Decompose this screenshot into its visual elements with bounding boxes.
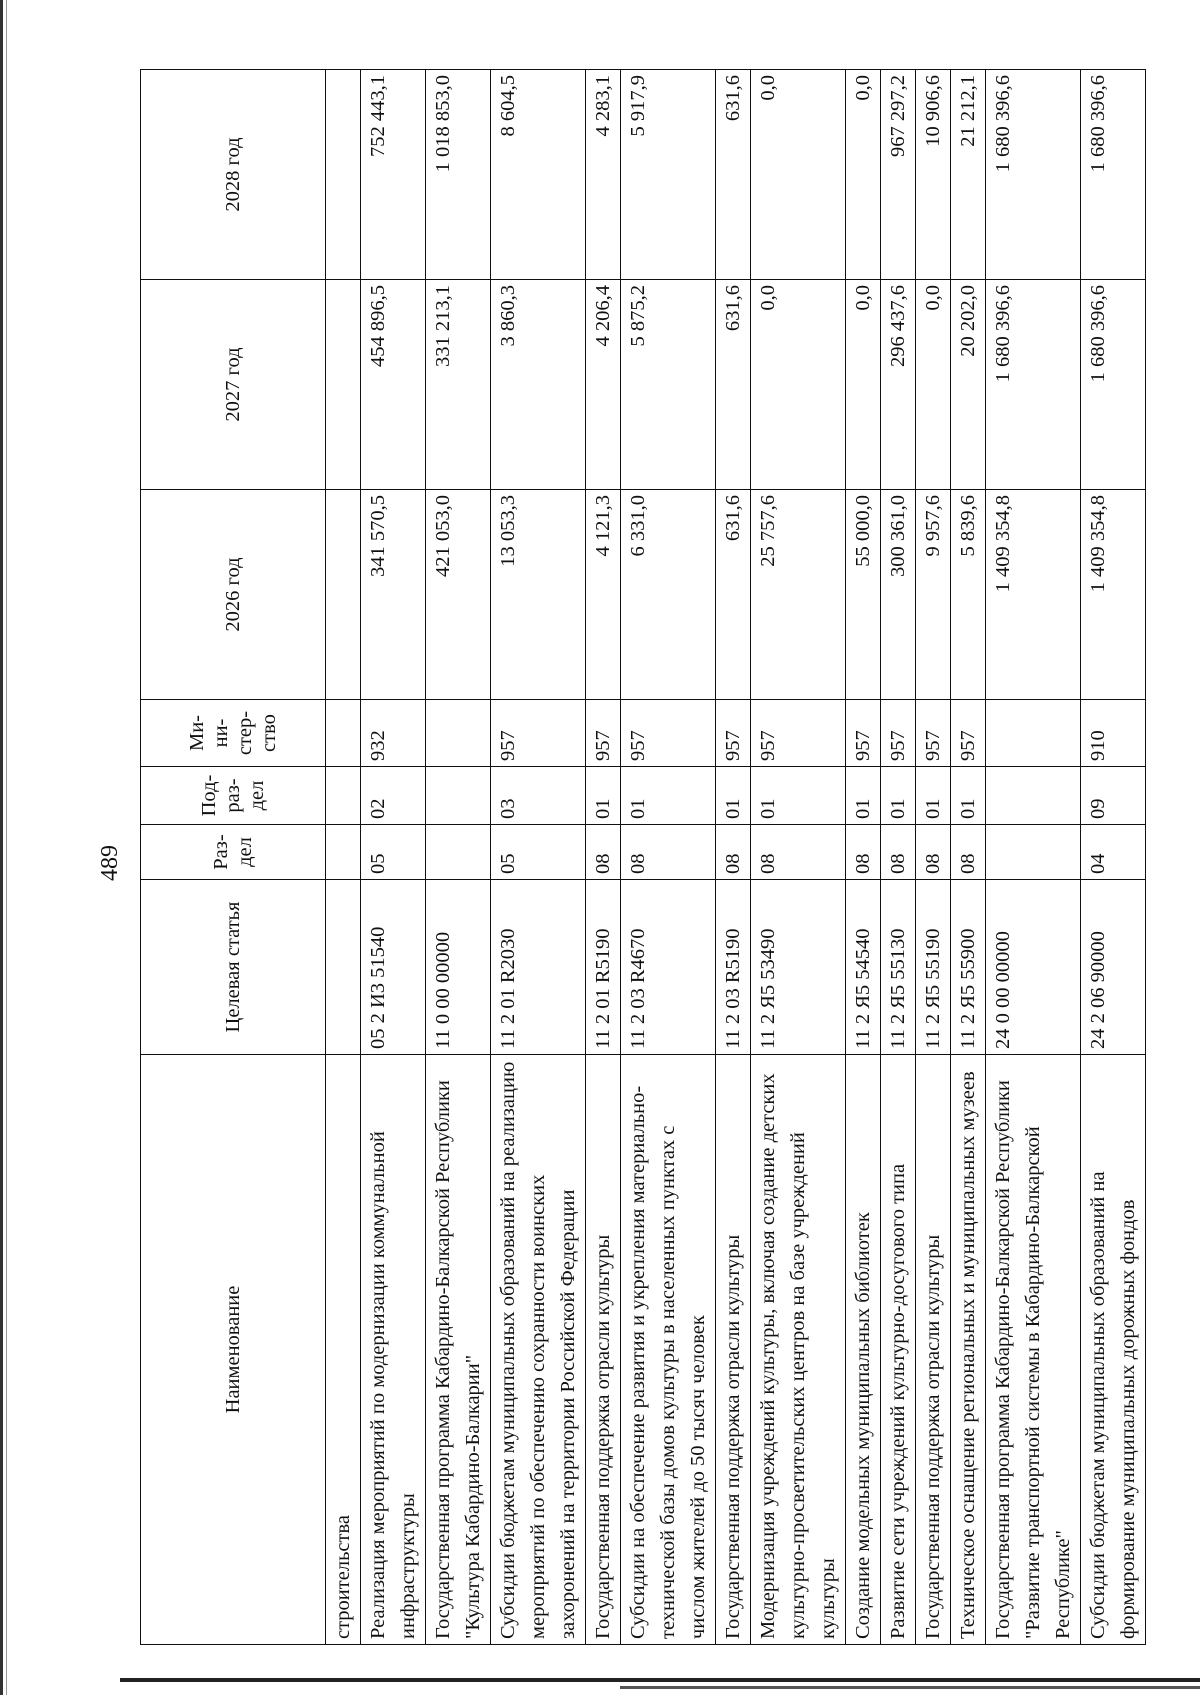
cell-name: Реализация мероприятий по модернизации коммунальной инфраструктуры (361, 1055, 426, 1645)
cell-2027: 0,0 (846, 280, 881, 490)
cell-ministry: 932 (361, 700, 426, 767)
cell-2028: 1 680 396,6 (986, 70, 1081, 280)
cell-2027: 1 680 396,6 (1081, 280, 1146, 490)
cell-razdel: 08 (916, 825, 951, 880)
cell-ministry: 957 (716, 700, 751, 767)
cell-2026: 4 121,3 (586, 490, 621, 700)
cell-ministry: 957 (586, 700, 621, 767)
cell-razdel: 08 (951, 825, 986, 880)
cell-2028: 8 604,5 (491, 70, 586, 280)
cell-2026: 13 053,3 (491, 490, 586, 700)
cell-target: 11 2 03 R4670 (621, 880, 716, 1055)
table-row (361, 70, 426, 1645)
header-name: Наименование (141, 1055, 326, 1645)
cell-2028: 5 917,9 (621, 70, 716, 280)
cell-2026: 1 409 354,8 (986, 490, 1081, 700)
cell-name: Государственная программа Кабардино-Балкарской Республики "Развитие транспортной системы в Кабардино-Балкарской Республике" (986, 1055, 1081, 1645)
cell-name: строительства (326, 1055, 361, 1645)
cell-2026: 341 570,5 (361, 490, 426, 700)
table-row (986, 70, 1081, 1645)
cell-podrazdel: 01 (916, 767, 951, 825)
table-row (586, 70, 621, 1645)
cell-podrazdel: 03 (491, 767, 586, 825)
table-row (1081, 70, 1146, 1645)
cell-2026: 5 839,6 (951, 490, 986, 700)
cell-razdel (326, 825, 361, 880)
cell-razdel: 08 (621, 825, 716, 880)
cell-ministry: 957 (751, 700, 846, 767)
cell-2028: 10 906,6 (916, 70, 951, 280)
cell-2028: 967 297,2 (881, 70, 916, 280)
cell-target: 11 2 01 R5190 (586, 880, 621, 1055)
table-row (621, 70, 716, 1645)
cell-ministry: 957 (621, 700, 716, 767)
cell-2027: 631,6 (716, 280, 751, 490)
table-body (326, 70, 1146, 1645)
cell-razdel: 04 (1081, 825, 1146, 880)
cell-target: 11 2 Я5 53490 (751, 880, 846, 1055)
cell-podrazdel: 09 (1081, 767, 1146, 825)
table-row (751, 70, 846, 1645)
cell-razdel: 08 (846, 825, 881, 880)
cell-target: 24 2 06 90000 (1081, 880, 1146, 1055)
cell-2026 (326, 490, 361, 700)
cell-name: Государственная поддержка отрасли культуры (916, 1055, 951, 1645)
cell-2028: 752 443,1 (361, 70, 426, 280)
cell-podrazdel: 01 (716, 767, 751, 825)
header-razdel: Раз- дел (141, 825, 326, 880)
cell-2026: 55 000,0 (846, 490, 881, 700)
cell-2026: 9 957,6 (916, 490, 951, 700)
cell-podrazdel (426, 767, 491, 825)
cell-2028 (326, 70, 361, 280)
cell-target (326, 880, 361, 1055)
cell-target: 11 2 Я5 55190 (916, 880, 951, 1055)
cell-2028: 4 283,1 (586, 70, 621, 280)
cell-ministry (986, 700, 1081, 767)
scan-bottom-edge-line (620, 1686, 1200, 1689)
cell-2028: 0,0 (846, 70, 881, 280)
cell-ministry: 957 (916, 700, 951, 767)
cell-2026: 1 409 354,8 (1081, 490, 1146, 700)
cell-razdel (426, 825, 491, 880)
cell-target: 11 2 03 R5190 (716, 880, 751, 1055)
cell-name: Государственная поддержка отрасли культуры (586, 1055, 621, 1645)
cell-target: 11 2 Я5 54540 (846, 880, 881, 1055)
cell-2027 (326, 280, 361, 490)
cell-name: Субсидии на обеспечение развития и укрепления материально-технической базы домов культуры в населенных пунктах с числом жителей до 50 тысяч человек (621, 1055, 716, 1645)
cell-razdel: 08 (716, 825, 751, 880)
table-row (846, 70, 881, 1645)
cell-ministry: 957 (881, 700, 916, 767)
cell-2027: 0,0 (751, 280, 846, 490)
cell-2028: 0,0 (751, 70, 846, 280)
cell-target: 11 0 00 00000 (426, 880, 491, 1055)
cell-name: Субсидии бюджетам муниципальных образований на формирование муниципальных дорожных фондов (1081, 1055, 1146, 1645)
table-row (916, 70, 951, 1645)
cell-podrazdel: 01 (751, 767, 846, 825)
cell-target: 05 2 И3 51540 (361, 880, 426, 1055)
scan-left-edge-line (6, 0, 7, 1695)
cell-2026: 300 361,0 (881, 490, 916, 700)
cell-razdel: 05 (491, 825, 586, 880)
cell-razdel (986, 825, 1081, 880)
cell-2027: 0,0 (916, 280, 951, 490)
cell-ministry (426, 700, 491, 767)
cell-razdel: 08 (586, 825, 621, 880)
cell-razdel: 05 (361, 825, 426, 880)
cell-name: Государственная программа Кабардино-Балкарской Республики "Культура Кабардино-Балкарии" (426, 1055, 491, 1645)
cell-2027: 454 896,5 (361, 280, 426, 490)
cell-2027: 1 680 396,6 (986, 280, 1081, 490)
table-row (951, 70, 986, 1645)
cell-2028: 21 212,1 (951, 70, 986, 280)
cell-razdel: 08 (881, 825, 916, 880)
table-row (326, 70, 361, 1645)
table-row (426, 70, 491, 1645)
header-2028: 2028 год (141, 70, 326, 280)
cell-podrazdel: 01 (846, 767, 881, 825)
cell-target: 24 0 00 00000 (986, 880, 1081, 1055)
header-2027: 2027 год (141, 280, 326, 490)
table-header-row (141, 70, 326, 1645)
budget-table-rotated (140, 70, 1200, 1645)
cell-2027: 5 875,2 (621, 280, 716, 490)
cell-name: Государственная поддержка отрасли культуры (716, 1055, 751, 1645)
cell-2026: 6 331,0 (621, 490, 716, 700)
cell-name: Развитие сети учреждений культурно-досугового типа (881, 1055, 916, 1645)
cell-2028: 1 018 853,0 (426, 70, 491, 280)
cell-podrazdel: 01 (881, 767, 916, 825)
cell-2028: 631,6 (716, 70, 751, 280)
cell-name: Субсидии бюджетам муниципальных образований на реализацию мероприятий по обеспечению сохранности воинских захоронений на территории Российской Федерации (491, 1055, 586, 1645)
cell-ministry: 957 (491, 700, 586, 767)
cell-ministry (326, 700, 361, 767)
cell-target: 11 2 Я5 55130 (881, 880, 916, 1055)
header-ministry: Ми- ни- стер- ство (141, 700, 326, 767)
cell-2027: 296 437,6 (881, 280, 916, 490)
cell-ministry: 957 (951, 700, 986, 767)
cell-razdel: 08 (751, 825, 846, 880)
cell-name: Создание модельных муниципальных библиотек (846, 1055, 881, 1645)
cell-podrazdel (326, 767, 361, 825)
cell-ministry: 957 (846, 700, 881, 767)
cell-2027: 4 206,4 (586, 280, 621, 490)
cell-target: 11 2 01 R2030 (491, 880, 586, 1055)
cell-podrazdel: 02 (361, 767, 426, 825)
cell-podrazdel: 01 (586, 767, 621, 825)
header-2026: 2026 год (141, 490, 326, 700)
cell-2026: 631,6 (716, 490, 751, 700)
table-row (881, 70, 916, 1645)
cell-2026: 25 757,6 (751, 490, 846, 700)
table-row (491, 70, 586, 1645)
cell-podrazdel: 01 (951, 767, 986, 825)
cell-name: Модернизация учреждений культуры, включая создание детских культурно-просветительских центров на базе учреждений культуры (751, 1055, 846, 1645)
page-number: 489 (97, 845, 123, 881)
cell-name: Техническое оснащение региональных и муниципальных музеев (951, 1055, 986, 1645)
header-podrazdel: Под- раз- дел (141, 767, 326, 825)
scan-left-edge (0, 0, 3, 1695)
cell-2027: 331 213,1 (426, 280, 491, 490)
cell-2026: 421 053,0 (426, 490, 491, 700)
cell-ministry: 910 (1081, 700, 1146, 767)
cell-podrazdel: 01 (621, 767, 716, 825)
header-target: Целевая статья (141, 880, 326, 1055)
scan-bottom-edge (120, 1678, 1200, 1682)
cell-2027: 20 202,0 (951, 280, 986, 490)
budget-table (140, 69, 1146, 1645)
cell-target: 11 2 Я5 55900 (951, 880, 986, 1055)
cell-2028: 1 680 396,6 (1081, 70, 1146, 280)
table-row (716, 70, 751, 1645)
cell-2027: 3 860,3 (491, 280, 586, 490)
cell-podrazdel (986, 767, 1081, 825)
